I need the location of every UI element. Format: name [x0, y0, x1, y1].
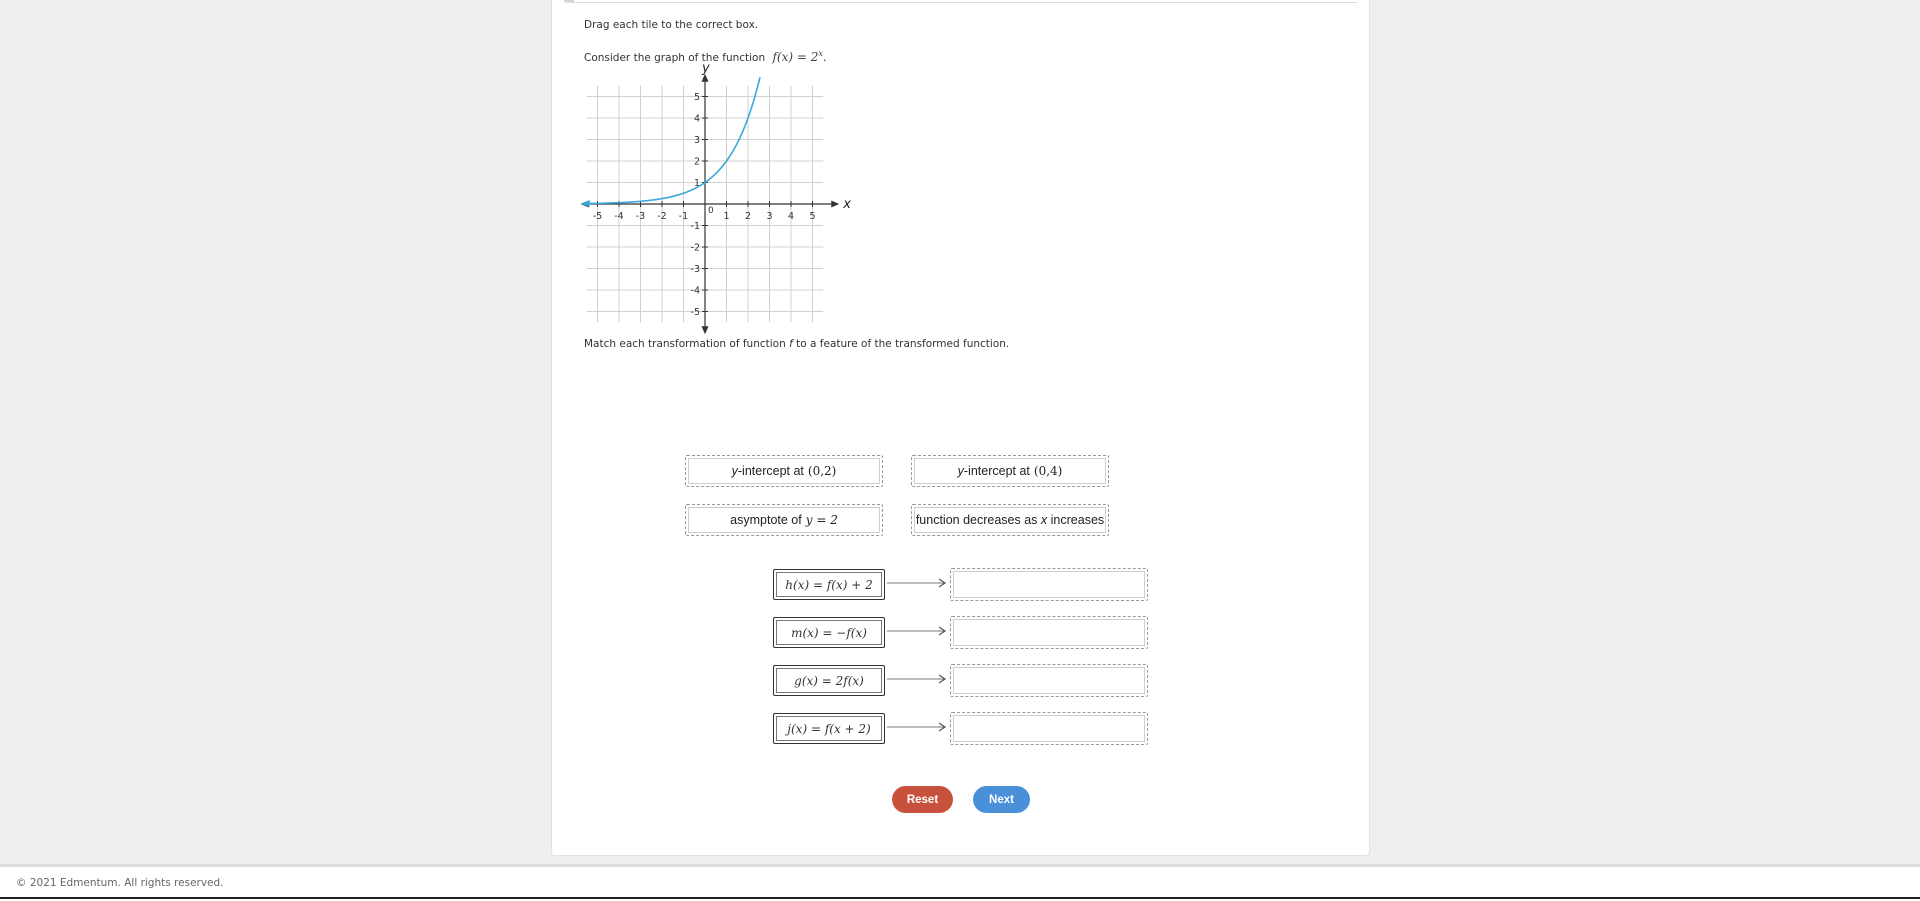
- y-tick-label: -4: [690, 285, 700, 297]
- match-text-before: Match each transformation of function: [584, 338, 786, 350]
- y-tick-label: 1: [693, 178, 700, 189]
- x-tick-label: -1: [678, 211, 689, 222]
- drop-box-g[interactable]: [950, 664, 1148, 697]
- arrow-icon: [887, 577, 947, 589]
- y-tick-label: -5: [690, 307, 700, 318]
- tile-label: -intercept at: [737, 464, 804, 478]
- question-card: [551, 0, 1370, 856]
- axes: [581, 74, 840, 335]
- tile-label: asymptote of: [730, 513, 802, 527]
- match-instruction: [584, 338, 1009, 350]
- y-axis-arrow-down: [702, 326, 709, 334]
- curve-arrow-left: [581, 200, 590, 207]
- arrow-icon: [887, 721, 947, 733]
- y-axis-label: y: [702, 60, 710, 76]
- function-expression: $f(x) = 2^x$.: [772, 49, 827, 64]
- tile-function-decreases[interactable]: [911, 504, 1109, 536]
- origin-label: 0: [708, 206, 714, 216]
- x-axis-arrow: [831, 201, 839, 208]
- instruction-text: Drag each tile to the correct box.: [584, 19, 759, 31]
- function-base: f(x) = 2: [772, 50, 819, 64]
- next-button[interactable]: Next: [973, 786, 1030, 813]
- reset-button[interactable]: Reset: [892, 786, 953, 813]
- y-tick-label: -2: [690, 242, 700, 254]
- drop-box-j[interactable]: [950, 712, 1148, 745]
- drop-box-h[interactable]: [950, 568, 1148, 601]
- function-exponent: x: [818, 49, 823, 58]
- x-tick-label: 1: [723, 211, 730, 222]
- tile-label-end: increases: [1050, 513, 1105, 527]
- equation-h: h(x) = f(x) + 2: [773, 569, 885, 600]
- y-tick-label: 2: [693, 156, 700, 168]
- tile-math: (0,2): [807, 464, 837, 478]
- function-graph: [584, 60, 874, 400]
- tile-label: -intercept at: [963, 464, 1030, 478]
- equation-g: g(x) = 2f(x): [773, 665, 885, 696]
- x-tick-label: 4: [787, 211, 795, 222]
- tick-labels: [593, 92, 816, 318]
- y-tick-label: 3: [693, 135, 700, 146]
- x-tick-label: -3: [635, 211, 646, 222]
- x-axis-label: x: [843, 197, 851, 212]
- equation-m: m(x) = −f(x): [773, 617, 885, 648]
- tile-math: y = 2: [805, 513, 838, 527]
- match-text-after: to a feature of the transformed function.: [796, 338, 1010, 350]
- tile-y-intercept-0-2[interactable]: [685, 455, 883, 487]
- tile-asymptote-y-2[interactable]: [685, 504, 883, 536]
- x-tick-label: 2: [744, 211, 752, 222]
- x-tick-label: 3: [766, 211, 773, 222]
- y-tick-label: 5: [693, 92, 700, 103]
- tile-label: function decreases as: [915, 513, 1038, 527]
- match-text-fname: f: [789, 338, 793, 350]
- y-tick-label: -1: [690, 221, 700, 232]
- consider-label: Consider the graph of the function: [584, 52, 766, 64]
- copyright-text: © 2021 Edmentum. All rights reserved.: [16, 877, 224, 889]
- card-divider: [566, 2, 1357, 3]
- footer: [0, 864, 1920, 901]
- tile-y-italic: y: [731, 464, 738, 478]
- arrow-icon: [887, 673, 947, 685]
- x-tick-label: 5: [809, 211, 816, 222]
- arrow-icon: [887, 625, 947, 637]
- tile-y-italic: y: [957, 464, 964, 478]
- tile-y-intercept-0-4[interactable]: [911, 455, 1109, 487]
- y-tick-label: -3: [690, 264, 700, 275]
- tile-x-italic: x: [1040, 513, 1048, 527]
- tile-math: (0,4): [1033, 464, 1063, 478]
- x-tick-label: -4: [614, 211, 624, 222]
- graph-svg: [584, 60, 874, 400]
- x-tick-label: -2: [657, 211, 667, 222]
- bottom-border: [0, 897, 1920, 899]
- equation-j: j(x) = f(x + 2): [773, 713, 885, 744]
- y-tick-label: 4: [693, 113, 700, 125]
- drop-box-m[interactable]: [950, 616, 1148, 649]
- x-tick-label: -5: [592, 211, 603, 222]
